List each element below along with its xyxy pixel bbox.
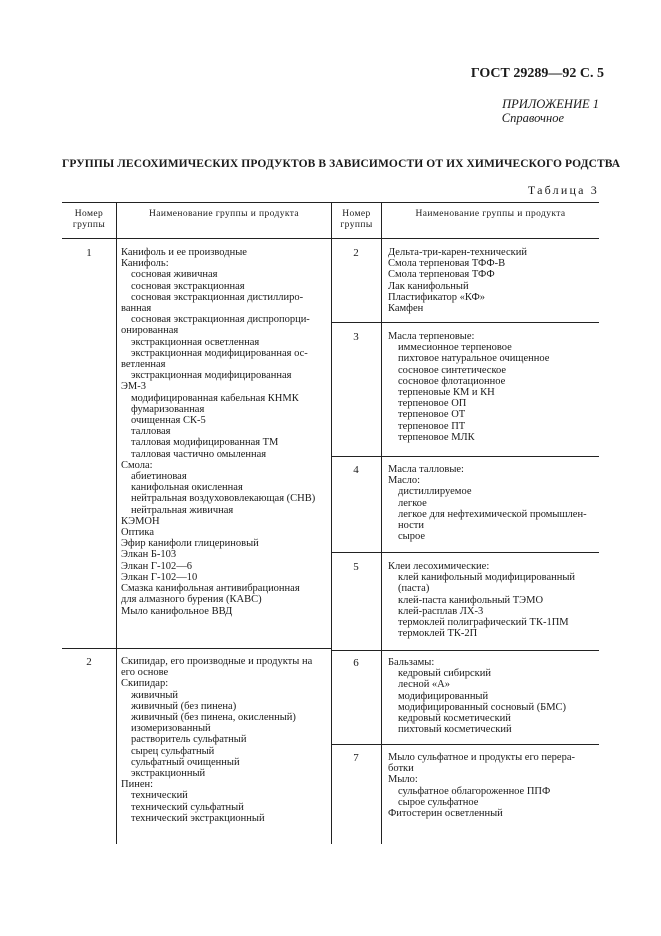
product-line: сосновая экстракционная дистиллиро- <box>131 291 304 303</box>
product-line: модифицированная кабельная КНМК <box>131 392 299 404</box>
product-line: Оптика <box>121 527 155 539</box>
product-line: очищенная СК-5 <box>131 415 206 427</box>
product-line: экстракционная модифицированная <box>131 370 292 382</box>
group-number-5: 5 <box>353 561 359 573</box>
product-line: терпеновое ПТ <box>398 420 466 432</box>
product-line: нейтральная живичная <box>131 504 234 516</box>
product-line: клей-расплав ЛХ-3 <box>398 605 484 617</box>
group-number-2-right: 2 <box>353 247 359 259</box>
column-header-number: Номер группы <box>72 209 106 230</box>
product-line: клей канифольный модифицированный <box>398 572 576 584</box>
product-line: Смазка канифольная антивибрационная <box>121 583 300 595</box>
product-line: технический сульфатный <box>131 801 244 813</box>
product-line: кедровый косметический <box>398 713 511 725</box>
group-number-7: 7 <box>353 752 359 764</box>
group-number-3: 3 <box>353 331 359 343</box>
product-line: термоклей полиграфический ТК-1ПМ <box>398 617 569 629</box>
table-label: Таблица 3 <box>527 183 599 197</box>
product-line: модифицированный сосновый (БМС) <box>398 701 567 713</box>
product-line: Масла терпеновые: <box>388 331 475 342</box>
product-line: изомеризованный <box>131 723 211 735</box>
product-line: Скипидар: <box>121 678 169 690</box>
product-line: Элкан Б-103 <box>121 549 177 561</box>
column-header-name-right: Наименование группы и продукта <box>415 209 566 219</box>
product-line: терпеновое ОТ <box>398 409 466 421</box>
product-line: Масла талловые: <box>388 464 464 475</box>
product-line: сырец сульфатный <box>131 745 215 757</box>
product-line: талловая частично омыленная <box>131 448 267 460</box>
group-7-products <box>388 752 598 819</box>
product-line: пихтовое натуральное очищенное <box>398 353 550 365</box>
product-line: сырое <box>398 531 426 543</box>
product-line: экстракционный <box>131 768 206 780</box>
product-line: ветленная <box>121 359 166 371</box>
product-line: Эфир канифоли глицериновый <box>121 538 259 550</box>
product-line: терпеновое ОП <box>398 398 467 410</box>
product-line: онированная <box>121 325 179 337</box>
product-line: Элкан Г-102—6 <box>121 560 192 572</box>
appendix-note: Справочное <box>501 111 564 125</box>
group-6-products <box>388 657 598 735</box>
group-1-products <box>121 247 331 617</box>
product-line: Фитостерин осветленный <box>388 808 503 820</box>
product-line: талловая <box>131 426 171 438</box>
product-line: живичный (без пинена) <box>131 700 237 712</box>
product-line: терпеновые КМ и КН <box>398 387 495 399</box>
product-line: сосновое синтетическое <box>398 364 507 376</box>
product-line: Мыло канифольное ВВД <box>121 605 233 617</box>
group-2-products <box>121 656 331 824</box>
product-line: клей-паста канифольный ТЭМО <box>398 594 544 606</box>
product-line: Масло: <box>388 475 421 487</box>
product-line: КЭМОН <box>121 515 160 527</box>
product-line: Пластификатор «КФ» <box>388 291 486 303</box>
product-line: его основе <box>121 667 169 679</box>
product-line: абиетиновая <box>131 471 187 483</box>
product-line: ванная <box>121 303 152 315</box>
product-line: Скипидар, его производные и продукты на <box>121 656 313 667</box>
appendix-label: ПРИЛОЖЕНИЕ 1 <box>502 97 599 111</box>
product-line: сульфатное облагороженное ППФ <box>398 785 551 797</box>
product-line: экстракционная модифицированная ос- <box>131 347 308 359</box>
product-line: Мыло сульфатное и продукты его перера- <box>388 752 575 763</box>
group-number-1: 1 <box>86 247 92 259</box>
product-line: легкое для нефтехимической промышлен- <box>398 508 587 520</box>
product-line: Элкан Г-102—10 <box>121 571 198 583</box>
product-line: сосновое флотационное <box>398 375 506 387</box>
product-line: живичный (без пинена, окисленный) <box>131 712 296 724</box>
product-line: Лак канифольный <box>388 280 469 292</box>
group-number-6: 6 <box>353 657 359 669</box>
product-line: ботки <box>388 763 414 775</box>
product-line: терпеновое МЛК <box>398 431 475 443</box>
product-line: Пинен: <box>121 779 154 791</box>
product-line: кедровый сибирский <box>398 668 491 680</box>
product-line: Смола терпеновая ТФФ <box>388 269 495 281</box>
product-line: ности <box>398 520 424 532</box>
column-header-number-right: Номер группы <box>340 209 373 230</box>
product-line: нейтральная воздухововлекающая (СНВ) <box>131 493 316 505</box>
product-line: Клеи лесохимические: <box>388 561 490 572</box>
product-line: термоклей ТК-2П <box>398 628 478 640</box>
product-line: пихтовый косметический <box>398 724 512 736</box>
product-line: лесной «А» <box>398 679 451 691</box>
product-line: канифольная окисленная <box>131 482 243 494</box>
product-line: сосновая живичная <box>131 269 218 281</box>
product-line: Смола терпеновая ТФФ-В <box>388 258 506 270</box>
product-line: сосновая экстракционная <box>131 280 245 292</box>
product-line: фумаризованная <box>131 403 205 415</box>
product-line: легкое <box>398 497 427 509</box>
product-line: Бальзамы: <box>388 657 435 668</box>
product-line: растворитель сульфатный <box>131 734 247 746</box>
product-line: живичный <box>131 689 179 701</box>
product-line: Смола: <box>121 459 153 471</box>
product-line: экстракционная осветленная <box>131 336 260 348</box>
product-line: сульфатный очищенный <box>131 756 240 768</box>
product-line: Канифоль и ее производные <box>121 247 247 258</box>
document-reference: ГОСТ 29289—92 С. 5 <box>470 66 604 81</box>
column-header-name: Наименование группы и продукта <box>148 209 300 219</box>
product-line: модифицированный <box>398 690 489 702</box>
product-line: Дельта-три-карен-технический <box>388 247 527 258</box>
product-line: талловая модифицированная ТМ <box>131 437 279 449</box>
product-line: (паста) <box>398 583 430 595</box>
product-line: Мыло: <box>388 774 418 786</box>
product-line: Канифоль: <box>121 258 169 270</box>
product-line: сосновая экстракционная диспропорци- <box>131 314 310 326</box>
group-2-products-continued <box>388 247 598 314</box>
product-line: Камфен <box>388 303 424 315</box>
product-line: сырое сульфатное <box>398 796 479 808</box>
group-5-products <box>388 561 598 639</box>
page-title: ГРУППЫ ЛЕСОХИМИЧЕСКИХ ПРОДУКТОВ В ЗАВИСИМОСТИ ОТ ИХ ХИМИЧЕСКОГО РОДСТВА <box>62 158 621 170</box>
group-3-products <box>388 331 598 443</box>
product-line: технический экстракционный <box>131 812 265 824</box>
group-4-products <box>388 464 598 542</box>
product-line: иммесионное терпеновое <box>398 342 512 354</box>
product-line: ЭМ-3 <box>121 381 147 393</box>
product-line: технический <box>131 790 188 802</box>
group-number-4: 4 <box>353 464 359 476</box>
group-number-2: 2 <box>86 656 92 668</box>
product-line: для алмазного бурения (КАВС) <box>121 594 262 606</box>
product-line: дистиллируемое <box>398 486 472 498</box>
